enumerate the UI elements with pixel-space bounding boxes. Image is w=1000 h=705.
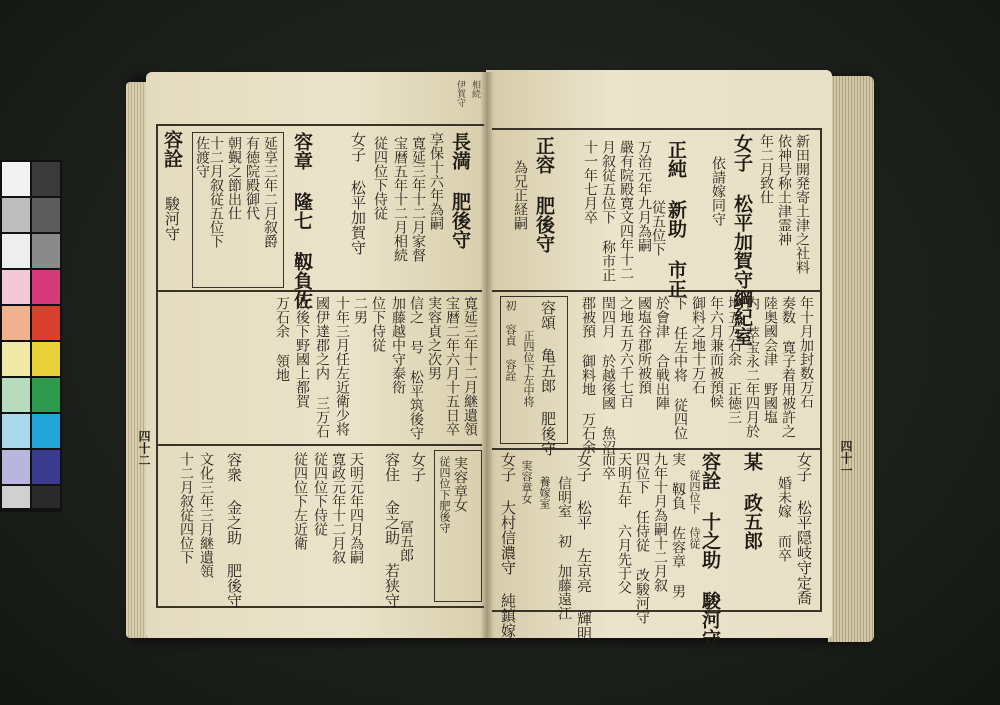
right-text-col-9: 十一年七月卒 [582,140,598,224]
left-bottom-col-5: 従四位下侍従 [312,452,328,536]
right-text-col-1: 新田開発寄土津之社料 [794,134,810,274]
right-page-number: 四十一 [839,440,853,476]
left-bottom-col-1: 女子 [409,452,427,482]
left-mid-col-9: 國伊達郡之内 三万石 [314,296,330,438]
left-name-1: 長満 肥後守 [449,132,471,249]
left-name-4: 容詮 [161,130,183,168]
left-bottom-name: 実容章女 [452,456,468,512]
right-text-col-10: 為兄正経嗣 [512,160,528,230]
right-mid-col-1: 年十月加封数万石 [798,296,814,408]
right-bottom-col-13: 女子 大村信濃守 純鎮嫁 [499,452,517,638]
left-bottom-col-4: 寛政元年十二月叙 [330,452,346,564]
left-divider-2 [156,444,482,446]
right-bottom-col-10: 信明室 初 加藤遠江 [556,476,572,620]
right-mid-col-7: 御料之地十万石 [690,296,706,394]
left-bottom-col-8: 文化三年三月継遺領 [198,452,214,578]
left-header-note: 相続 [470,80,480,98]
left-name-3: 容章 隆七 靱負佐 [291,132,313,309]
left-text-col-2: 寛延三年十二月家督 [410,136,426,262]
right-text-col-6: 万治元年九月為嗣 [636,140,652,252]
right-text-col-5: 従五位下 [650,200,666,256]
color-checker [0,160,62,512]
right-box-note: 初 容貞 容詮 [504,300,517,381]
left-bottom-col-3: 天明元年四月為嗣 [348,452,364,564]
right-name-2: 正純 新助 市正 [665,140,687,298]
right-bottom-col-1: 女子 松平隠岐守定喬 [795,452,813,605]
left-box-col-1: 延享三年二月叙爵 [262,136,278,248]
right-mid-col-12: 閏四月 於越後國 魚沼 [600,296,616,454]
right-bottom-col-3: 従四位下 侍従 [688,470,701,549]
left-bottom-col-6: 従四位下左近衛 [292,452,308,550]
right-text-col-7: 嚴有院殿寛文四年十二 [618,140,634,280]
left-divider-1 [156,290,482,292]
left-box-col-2: 有徳院殿御代 [244,136,260,220]
right-bottom-col-2: 婚未嫁 而卒 [776,476,792,562]
left-mid-col-5: 加藤越中守泰衑 [390,296,406,394]
left-page-number: 四十二 [137,430,151,466]
left-box-col-5: 佐渡守 [194,136,210,178]
left-mid-col-3: 実容貞之次男 [426,296,442,380]
right-mid-col-10: 國塩谷郡所被預 [636,296,652,394]
right-bottom-col-5: 九年十月為嗣十二月叙 [652,452,668,592]
left-mid-col-4: 信之 号 松平筑後守 [408,296,424,440]
right-text-col-3: 年二月致仕 [758,134,774,204]
left-box-col-4: 十二月叙従五位下 [208,136,224,248]
right-bottom-col-6: 四位下 任侍従 改駿河守 [634,452,650,624]
left-bottom-col-2: 容住 金之助 若狭守 [383,452,401,608]
right-mid-col-6: 年六月兼而被預候 [708,296,724,408]
left-mid-col-6: 位下侍従 [370,296,386,352]
right-page-stack [828,76,874,642]
left-mid-col-2: 宝暦二年六月十五日卒 [444,296,460,436]
right-text-col-8: 月叙従五位下 称市正 [600,140,616,282]
left-text-col-1: 享保十六年為嗣 [428,132,444,230]
left-mid-col-1: 寛延三年十二月継遺領 [462,296,478,436]
right-text-col-4: 依請嫁同守 [710,156,726,226]
left-mid-col-7: 二男 [352,296,368,324]
left-title-suruga: 駿河守 [163,196,181,241]
right-bottom-name-2: 容詮 十之助 駿河守 [699,452,721,648]
left-bottom-fugoro: 冨五郎 [398,520,414,562]
right-mid-col-9: 於會津 合戦出陣 [654,296,670,410]
right-mid-col-3: 陸奥國会津 野國塩 [762,296,778,424]
right-text-col-2: 依神号称土津霊神 [776,134,792,246]
left-box-col-3: 朝覲之節出仕 [226,136,242,220]
right-name-3: 正容 肥後守 [533,136,555,253]
left-text-col-4: 従四位下侍従 [372,136,388,220]
left-text-col-3: 宝暦五年十二月相続 [392,136,408,262]
right-bottom-col-9: 女子 松平 左京亮 輝明 [575,452,593,641]
right-bottom-col-7: 天明五年 六月先于父 [616,452,632,594]
left-header-note-2: 伊賀守 [455,80,465,107]
left-mid-col-11: 万石余 領地 [274,296,290,382]
right-bottom-col-8: 而卒 [600,452,616,480]
right-bottom-col-12: 実容章女 [520,460,533,504]
right-bottom-col-11: 養嫁室 [538,476,551,509]
left-bottom-col-7: 容衆 金之助 肥後守 [225,452,243,608]
right-bottom-col-4: 実 靱負 佐容章 男 [670,452,686,598]
right-mid-col-2: 奏数 寛子着用被許之 [780,296,796,438]
left-name-2: 女子 松平加賀守 [349,132,367,255]
right-mid-col-13: 郡被預 御料地 万石余 [580,296,596,454]
right-mid-col-8: 下 任左中将 従四位 [672,296,688,440]
right-mid-col-5: 地五万石余 正徳三 [726,296,742,424]
right-name-1: 女子 松平加賀守綱紀室 [731,134,753,346]
right-bottom-name-1: 某 政五郎 [741,452,763,550]
right-box-name: 容頌 亀五郎 肥後守 [539,300,557,456]
right-mid-col-11: 之地五万六千七百 [618,296,634,408]
left-bottom-col-9: 十二月叙従四位下 [178,452,194,564]
right-box-rank: 正四位下左中将 [522,330,535,407]
right-mid-col-4: 内 萃宝永二年四月於 [744,296,760,438]
left-bottom-note: 従四位下肥後守 [438,456,451,533]
right-divider-1 [492,290,820,292]
left-mid-col-10: 敗後下野國上都賀 [294,296,310,408]
left-mid-col-8: 十年三月任左近衛少将 [334,296,350,436]
